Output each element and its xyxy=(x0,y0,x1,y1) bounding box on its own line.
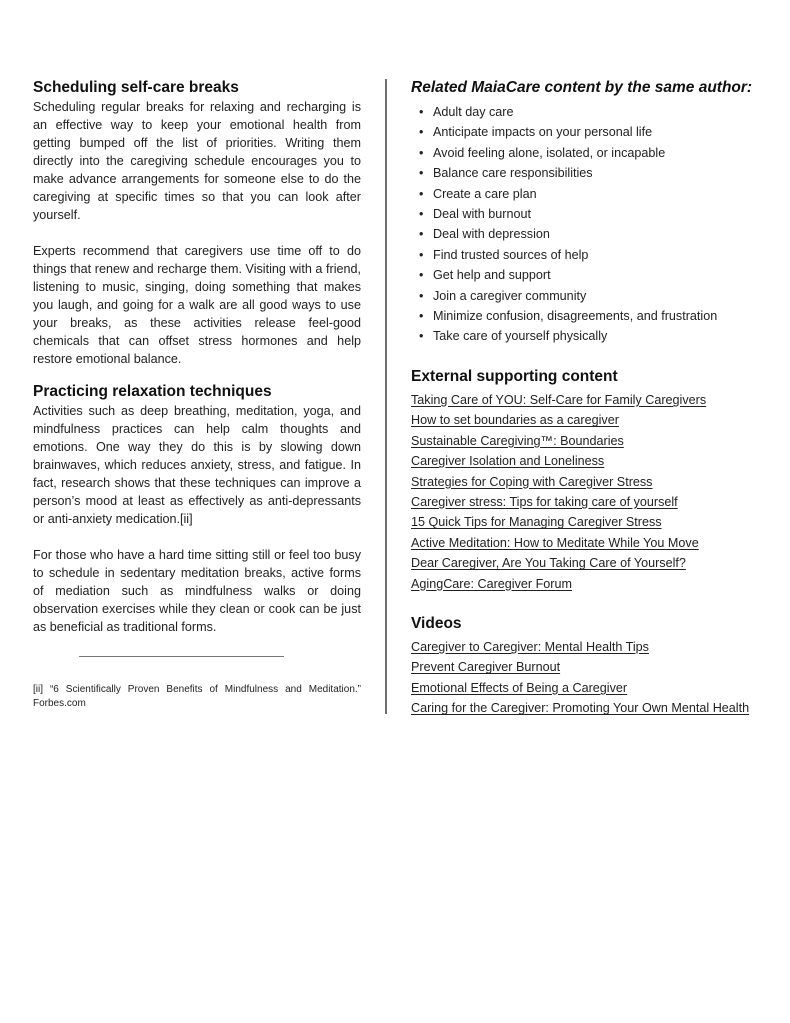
column-divider xyxy=(385,79,387,714)
external-link[interactable]: Sustainable Caregiving™: Boundaries xyxy=(411,433,624,448)
bullet-icon: • xyxy=(419,309,424,324)
video-link[interactable]: Caregiver to Caregiver: Mental Health Tips xyxy=(411,639,649,654)
external-link[interactable]: Strategies for Coping with Caregiver Stress xyxy=(411,474,653,489)
bullet-icon: • xyxy=(419,186,424,201)
external-content-heading: External supporting content xyxy=(411,367,618,385)
external-links-list xyxy=(411,390,781,594)
bullet-icon: • xyxy=(419,247,424,262)
external-link[interactable]: AgingCare: Caregiver Forum xyxy=(411,576,572,591)
sidebar-column xyxy=(411,78,781,719)
videos-heading: Videos xyxy=(411,614,462,632)
list-item: • Balance care responsibilities xyxy=(411,163,781,183)
video-link[interactable]: Emotional Effects of Being a Caregiver xyxy=(411,680,628,695)
external-link[interactable]: Active Meditation: How to Meditate While You Move xyxy=(411,535,699,550)
footnote-separator xyxy=(79,656,284,657)
list-item: • Deal with depression xyxy=(411,224,781,244)
section-heading-scheduling: Scheduling self-care breaks xyxy=(33,79,239,96)
list-item: • Anticipate impacts on your personal life xyxy=(411,122,781,142)
paragraph: Scheduling regular breaks for relaxing and recharging is an effective way to keep your emotional health from getting bumped off the list of priorities. Writing them directly into the caregiving schedule encourages you to make advance arrangements for someone else to do the caregiving at specific times so that you can look after yourself. xyxy=(33,100,361,222)
bullet-icon: • xyxy=(419,145,424,160)
video-link[interactable]: Prevent Caregiver Burnout xyxy=(411,660,561,675)
paragraph: Activities such as deep breathing, meditation, yoga, and mindfulness practices can help calm thoughts and emotions. One way they do this is by slowing down brainwaves, which reduces anxiety, stress, and fatigue. In fact, research shows that these techniques can improve a person’s mood at least as effectively as anti-depressants or anti-anxiety medication.[ii] xyxy=(33,404,361,526)
paragraph: Experts recommend that caregivers use time off to do things that renew and recharge them. Visiting with a friend, listening to music, singing, doing something that makes you laugh, and going for a walk are all good ways to use your breaks, as these activities release feel-good chemicals that can offset stress hormones and help restore emotional balance. xyxy=(33,244,361,366)
main-article-column xyxy=(33,78,361,636)
list-item: • Get help and support xyxy=(411,265,781,285)
bullet-icon: • xyxy=(419,105,424,119)
external-link[interactable]: Taking Care of YOU: Self-Care for Family Caregivers xyxy=(411,392,707,407)
bullet-icon: • xyxy=(419,227,424,242)
paragraph: For those who have a hard time sitting still or feel too busy to schedule in sedentary meditation breaks, active forms of mediation such as mindfulness walks or doing observation exercises while they clean or cook can be just as beneficial as traditional forms. xyxy=(33,548,361,634)
external-link[interactable]: Caregiver stress: Tips for taking care of yourself xyxy=(411,494,678,509)
list-item: • Avoid feeling alone, isolated, or incapable xyxy=(411,143,781,163)
bullet-icon: • xyxy=(419,268,424,283)
section-heading-relaxation: Practicing relaxation techniques xyxy=(33,383,272,400)
external-link[interactable]: How to set boundaries as a caregiver xyxy=(411,413,619,428)
external-link[interactable]: 15 Quick Tips for Managing Caregiver Stress xyxy=(411,515,662,530)
related-content-heading: Related MaiaCare content by the same author: xyxy=(411,79,753,96)
list-item: • Deal with burnout xyxy=(411,204,781,224)
bullet-icon: • xyxy=(419,125,424,140)
list-item: • Minimize confusion, disagreements, and frustration xyxy=(411,306,781,326)
list-item: • Join a caregiver community xyxy=(411,286,781,306)
list-item: • Create a care plan xyxy=(411,184,781,204)
bullet-icon: • xyxy=(419,329,424,344)
external-link[interactable]: Dear Caregiver, Are You Taking Care of Yourself? xyxy=(411,556,686,571)
list-item: • Take care of yourself physically xyxy=(411,326,781,346)
list-item: • Adult day care xyxy=(411,102,781,122)
list-item: • Find trusted sources of help xyxy=(411,245,781,265)
bullet-icon: • xyxy=(419,207,424,222)
footnote: [ii] “6 Scientifically Proven Benefits of Mindfulness and Meditation.” Forbes.com xyxy=(33,684,361,709)
external-link[interactable]: Caregiver Isolation and Loneliness xyxy=(411,454,605,469)
video-link[interactable]: Caring for the Caregiver: Promoting Your Own Mental Health xyxy=(411,701,750,716)
related-content-list xyxy=(411,102,781,347)
video-links-list xyxy=(411,637,781,719)
bullet-icon: • xyxy=(419,288,424,303)
bullet-icon: • xyxy=(419,166,424,181)
